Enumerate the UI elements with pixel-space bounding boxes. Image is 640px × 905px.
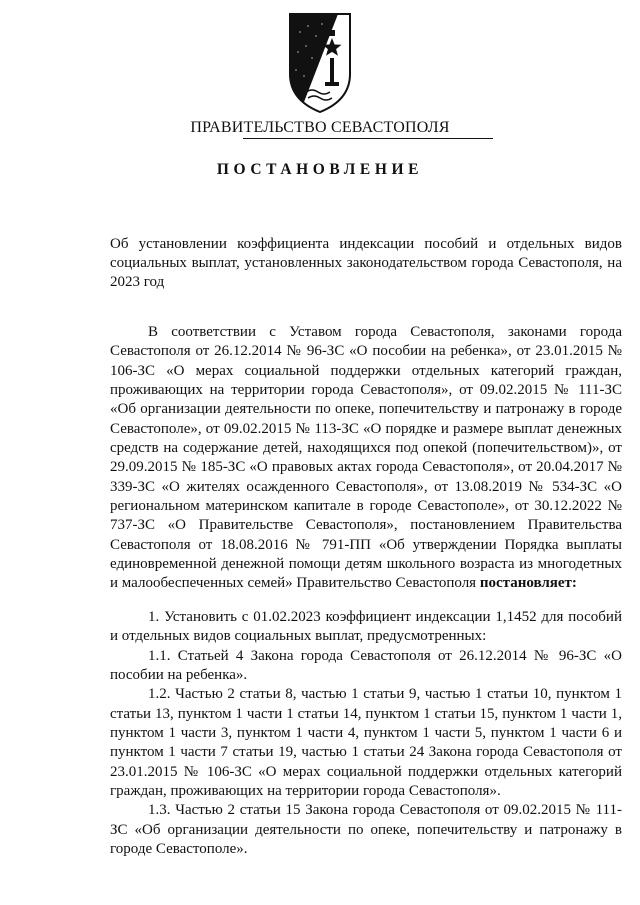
preamble-text: В соответствии с Уставом города Севастополя, законами города Севастополя от 26.12.2014 № 96-ЗС «О пособии на ребенка», от 23.01.2015 № 106-ЗС «О мерах социальной поддержки отдельных категорий граждан, проживающих на территории города Севастополя», от 09.02.2015 № 111-ЗС «Об организации деятельности по опеке, попечительству и патронажу в городе Севастополе», от 09.02.2015 № 113-ЗС «О порядке и размере выплат денежных средств на содержание детей, находящихся под опекой (попечительством)», от 29.09.2015 № 185-ЗС «О правовых актах города Севастополя», от 20.04.2017 № 339-ЗС «О жителях осажденного Севастополя», от 13.08.2019 № 534-ЗС «О региональном материнском капитале в городе Севастополе», от 30.12.2022 № 737-ЗС «О Правительстве Севастополя», постановлением Правительства Севастополя от 18.08.2016 № 791-ПП «Об утверждении Порядка выплаты единовременной денежной помощи детям школьного возраста из многодетных и малообеспеченных семей» Правительство Севастополя [110, 324, 622, 592]
item-1-2: 1.2. Частью 2 статьи 8, частью 1 статьи 9, частью 1 статьи 10, пунктом 1 статьи 13, пунктом 1 части 1 статьи 14, пунктом 1 статьи 15, пунктом 1 части 1, пунктом 1 части 3, пунктом 1 части 4, пунктом 1 части 5, пунктом 1 части 6 и пунктом 1 части 7 статьи 19, частью 1 статьи 24 Закона города Севастополя от 23.01.2015 № 106-ЗС «О мерах социальной поддержки отдельных категорий граждан, проживающих на территории города Севастополя». [110, 686, 622, 799]
decree-word: постановляет: [479, 575, 577, 592]
document-subject: Об установлении коэффициента индексации пособий и отдельных видов социальных выплат, установленных законодательством города Севастополя, на 2023 год [110, 236, 622, 290]
government-underline [243, 138, 493, 139]
item-1-3: 1.3. Частью 2 статьи 15 Закона города Севастополя от 09.02.2015 № 111-ЗС «Об организации деятельности по опеке, попечительству и патронажу в городе Севастополе». [110, 802, 622, 857]
government-name: ПРАВИТЕЛЬСТВО СЕВАСТОПОЛЯ [190, 119, 450, 136]
document-type-title: ПОСТАНОВЛЕНИЕ [216, 161, 424, 178]
document-body [110, 323, 622, 859]
item-1: 1. Установить с 01.02.2023 коэффициент индексации 1,1452 для пособий и отдельных видов социальных выплат, предусмотренных: [110, 608, 622, 645]
preamble-paragraph [110, 323, 622, 594]
item-1-1: 1.1. Статьей 4 Закона города Севастополя от 26.12.2014 № 96-ЗС «О пособии на ребенка». [110, 647, 622, 683]
sevastopol-coat-of-arms-emblem [282, 12, 358, 116]
